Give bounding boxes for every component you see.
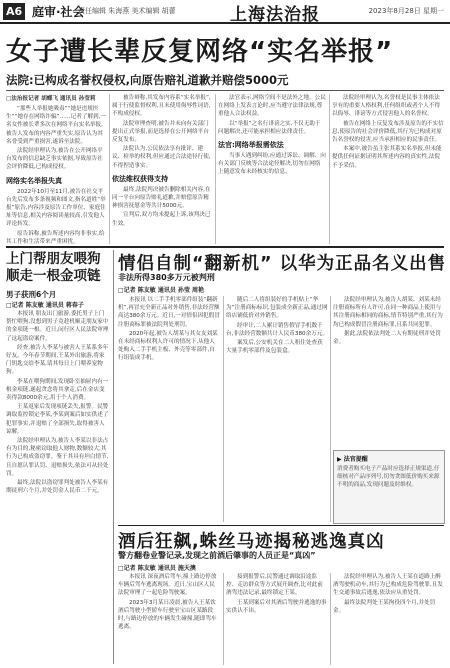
column-rule [215, 94, 216, 244]
paragraph: 本案中,被告虽主张其系实名举报,但未能提供任何证据证明其所述内容的真实性,法院不予采信。 [332, 146, 442, 169]
masthead-logo: 上海法治报 [230, 5, 320, 25]
divider [6, 246, 444, 248]
mid-story-byline: □记者 陈友敏 通讯员 孙莹 周艳 [118, 287, 205, 294]
lead-subheading: 网络实名举报失真 [6, 176, 62, 185]
column-rule [223, 296, 224, 522]
lead-column-4 [332, 94, 444, 244]
left-story-subhead: 男子获刑6个月 [6, 290, 57, 299]
paragraph: 宣判后,双方均未提起上诉,该判决已生效。 [112, 212, 211, 227]
paragraph: 法院经审理认为,被告人胡某、刘某未经注册商标所有人许可,在同一种商品上使用与其注册商标相同的商标,情节特别严重,其行为均已构成假冒注册商标罪,且系共同犯罪。 [333, 297, 443, 328]
lead-headline: 女子遭长辈反复网络“实名举报” [6, 37, 394, 67]
tip-box-body: 消费者购买电子产品时应选择正规渠道,仔细核对产品序列号,切勿贪图低价购买来源不明的商品,发现问题及时维权。 [337, 466, 440, 488]
bottom-story-column-3 [333, 573, 445, 665]
paragraph: 最终,法院判决被告删除相关内容,在同一平台向原告赔礼道歉,并赔偿原告精神损害抚慰金等共计5000元。 [112, 186, 211, 210]
column-rule [329, 94, 330, 244]
paragraph: 2020年起,被告人胡某与其女友刘某在未经商标权利人许可的情况下,从他人处购入二手手机主板、外壳等零部件,自行组装成手机。 [118, 330, 218, 362]
paragraph: 2022年10月至11月,被告在社交平台先后发布多条视频和图文,指名道姓“举报”原告,内容涉及原告工作单位、家庭住址等信息,相关内容阅读量较高,引发他人评论转发。 [6, 188, 106, 228]
paragraph: 经审计,二人累计销售假冒手机数千台,非法经营数额共计人民币380余万元。 [226, 322, 328, 337]
paragraph: 2023年3月某日凌晨,被告人王某饮酒后驾驶小型轿车行驶至宝山区某路段时,与路边停放的车辆发生碰撞,随即驾车逃离。 [118, 599, 217, 631]
paragraph: 李某在喂狗期间,发现卧室抽屉内有一根金项链,遂起贪念将其拿走,后在金店变卖得款8000余元,用于个人消费。 [6, 378, 109, 402]
paragraph: 当事人遇到纠纷,应通过诉讼、调解、向有关部门反映等合法途径解决,切勿在网络上随意发布未经核实的信息。 [218, 153, 326, 176]
paragraph: 经查,被告人李某与被害人王某系多年好友。今年春节期间,王某外出旅游,将家门钥匙交给李某,请其每日上门喂养宠物狗。 [6, 344, 109, 376]
page-header [0, 0, 450, 24]
paragraph: 法院经审理认为,名誉权是民事主体依法享有的重要人格权利,任何组织或者个人不得以侮辱、诽谤等方式侵害他人的名誉权。 [332, 95, 441, 118]
paragraph: 法院经审理认为,被告人李某以非法占有为目的,秘密窃取他人财物,数额较大,其行为已构成盗窃罪。鉴于其具有坦白情节,且自愿认罪认罚、退赔损失,依法可从轻处罚。 [6, 438, 109, 477]
lead-column-3 [218, 94, 326, 244]
left-story-headline: 上门帮朋友喂狗 顺走一根金项链 [6, 251, 101, 284]
lead-column-1 [6, 94, 106, 244]
lead-subheading: 依法维权获得支持 [112, 174, 168, 183]
section-name: 庭审·社会 [32, 5, 85, 19]
tip-box-title: ▶ 法官提醒 [337, 456, 368, 463]
bottom-story-column-1 [118, 573, 220, 665]
mid-story-headline: 情侣自制“翻新机” 以华为正品名义出售 [118, 254, 447, 274]
lead-column-2 [112, 94, 212, 244]
divider [118, 525, 444, 526]
paragraph: “那些人举报她吸毒”“她是违规医生”“她存在网络诈骗”……记者了解到,一名女性被长辈多次在网络平台实名举报,被告人发布的内容严重失实,原告认为其名誉受到严重损害,遂诉至法院。 [6, 106, 106, 145]
column-rule [330, 573, 331, 665]
lead-subhead: 法院:已构成名誉权侵权,向原告赔礼道歉并赔偿5000元 [6, 73, 289, 87]
paragraph: 法院经审理认为,被告在公开网络平台发布的信息缺乏事实依据,导致原告社会评价降低,已构成侵权。 [6, 148, 103, 171]
left-story-body [6, 310, 110, 664]
paragraph: 本报讯 以二手手机零部件组装“翻新机”,再冒充全新正品对外销售,非法经营额高达380余万元。近日,一对情侣因犯假冒注册商标罪被法院判处刑罚。 [118, 297, 220, 328]
column-rule [223, 573, 224, 665]
paragraph: 法院审理查明,被告并未向有关部门提出正式举报,而是选择在公开网络平台反复发布。 [112, 120, 209, 144]
paragraph: 以“举报”之名行诽谤之实,不仅无助于问题解决,还可能承担相应法律责任。 [218, 120, 321, 135]
bottom-story-column-2 [226, 573, 328, 665]
lead-byline: □法治报记者 胡蝶飞 通讯员 孙莹莉 [6, 96, 96, 102]
mid-story-column-3 [333, 296, 445, 446]
column-rule [330, 296, 331, 522]
editor-line: 责任编辑 朱海燕 美术编辑 胡蕾 [78, 7, 176, 15]
paragraph: 法院认为,公民依法享有批评、建议、检举的权利,但应通过合法途径行使,不得捏造事实。 [112, 146, 211, 169]
paragraph: 法官表示,网络空间不是法外之地。公民在网络上发表言论时,应当遵守法律法规,尊重他人合法权益。 [218, 95, 326, 118]
mid-story-column-1 [118, 296, 220, 522]
column-rule [113, 250, 114, 664]
paragraph: 王某到案后对其酒后驾驶并逃逸的事实供认不讳。 [226, 599, 327, 614]
judge-tip-box [333, 450, 445, 524]
page-number: A6 [3, 3, 25, 20]
paragraph: 据此,法院依法判处二人有期徒刑并处罚金。 [333, 330, 441, 346]
paragraph: 法院经审理认为,被告人王某在道路上醉酒驾驶机动车,其行为已构成危险驾驶罪,且发生交通事故后逃逸,依法应从重处罚。 [333, 574, 443, 597]
divider [6, 90, 444, 91]
column-rule [109, 94, 110, 244]
paragraph: 本报讯 深夜酒后驾车,撞上路边停放车辆后驾车逃离现场。近日,宝山区人民法院审理了一起危险驾驶案。 [118, 574, 217, 597]
bottom-story-subhead: 警方翻卷业警记录,发现之前酒后肇事的人员正是“真凶” [118, 551, 316, 560]
mid-story-column-2 [226, 296, 328, 522]
paragraph: 最终法院判处王某拘役四个月,并处罚金。 [333, 599, 436, 614]
mid-story-subhead: 非法所得380多万元被判刑 [118, 273, 215, 282]
paragraph: 被告辩称,其发布内容系“实名举报”,属于行使监督权利,且未使用侮辱性词语,不构成侵权。 [112, 95, 211, 118]
bottom-story-headline: 酒后狂飙,蛛丝马迹揭秘逃逸真凶 [118, 532, 385, 552]
paragraph: 接到报警后,民警通过调取沿途监控、走访群众等方式展开调查,比对此前酒驾违法记录,最终锁定王某。 [226, 574, 323, 597]
bottom-story-byline: □记者 陈友敏 通讯员 施天澳 [118, 565, 196, 572]
paragraph: 原告诉称,被告所述内容均非事实,给其工作和生活带来严重困扰。 [6, 230, 105, 244]
issue-date: 2023年8月28日 星期一 [368, 7, 444, 15]
paragraph: 随后二人将组装好的手机贴上“华为”注册商标标识,包装成全新正品,通过网络店铺低价对外销售。 [226, 297, 328, 320]
paragraph: 王某返家后发现项链丢失,报警。民警调取监控锁定李某,李某到案后如实供述了犯罪事实,并退赔了全部损失,取得被害人谅解。 [6, 404, 109, 435]
paragraph: 案发后,公安机关在二人租住处查获大量手机零部件及包装盒。 [226, 340, 323, 355]
paragraph: 最终,法院以盗窃罪判处被告人李某有期徒刑六个月,并处罚金人民币二千元。 [6, 480, 109, 495]
lead-subheading: 法官:网络举报需依法 [218, 141, 284, 150]
paragraph: 被告在网络上反复发布涉及原告的不实信息,使原告的社会评价降低,其行为已构成对原告名誉权的侵害,应当承担相应的民事责任。 [332, 120, 444, 144]
paragraph: 本报讯 朋友出门旅游,委托男子上门帮忙喂狗,没想到男子竟趁机顺走朋友家中的金项链一根。近日,闵行区人民法院审理了这起盗窃案件。 [6, 311, 109, 342]
left-story-byline: □记者 陈友敏 通讯员 蒋春子 [6, 302, 84, 309]
